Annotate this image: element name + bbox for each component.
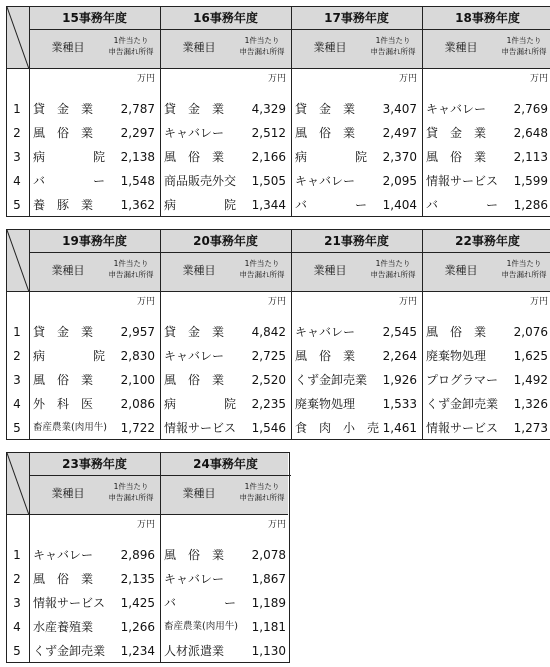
income-value: 1,492	[513, 373, 548, 387]
year-heading: 20事務年度	[193, 234, 258, 248]
category-label: 業種目	[313, 264, 347, 277]
unit-label: 万円	[136, 297, 155, 307]
industry-name: 貸 金 業	[164, 102, 225, 116]
column-divider	[29, 230, 30, 439]
industry-name: 廃棄物処理	[426, 349, 487, 363]
rank-number: 1	[13, 102, 21, 116]
year-underline	[160, 252, 291, 253]
industry-name: キャバレー	[295, 325, 356, 339]
income-value: 2,264	[382, 349, 417, 363]
income-value: 1,404	[382, 198, 417, 212]
income-value: 2,896	[120, 548, 155, 562]
rank-number: 1	[13, 325, 21, 339]
industry-name: 商品販売外交	[164, 174, 237, 188]
column-divider	[291, 230, 292, 439]
industry-name: 貸 金 業	[33, 102, 94, 116]
industry-name: 人材派遣業	[164, 644, 225, 658]
column-divider	[160, 7, 161, 216]
rank-number: 5	[13, 421, 21, 435]
category-label: 業種目	[444, 264, 478, 277]
income-value: 1,533	[382, 397, 417, 411]
per-case-label: 1件当たり	[113, 482, 149, 491]
category-label: 業種目	[313, 41, 347, 54]
industry-name: 風 俗 業	[295, 349, 356, 363]
industry-name: バ ー	[426, 198, 499, 212]
category-label: 業種目	[182, 41, 216, 54]
industry-name: 風 俗 業	[426, 150, 487, 164]
income-value: 2,297	[120, 126, 155, 140]
industry-name: キャバレー	[164, 349, 225, 363]
income-value: 1,461	[382, 421, 417, 435]
industry-name: キャバレー	[164, 126, 225, 140]
income-value: 2,095	[382, 174, 417, 188]
year-underline	[422, 252, 550, 253]
income-value: 2,370	[382, 150, 417, 164]
income-value: 2,957	[120, 325, 155, 339]
per-case-label: 申告漏れ所得	[108, 47, 154, 56]
per-case-label: 申告漏れ所得	[501, 47, 547, 56]
industry-name: 病 院	[164, 198, 237, 212]
column-divider	[422, 230, 423, 439]
income-value: 1,548	[120, 174, 155, 188]
income-value: 1,130	[251, 644, 286, 658]
column-divider	[29, 453, 30, 662]
industry-name: 廃棄物処理	[295, 397, 356, 411]
per-case-label: 1件当たり	[506, 259, 542, 268]
industry-name: 病 院	[33, 349, 106, 363]
industry-name: くず金卸売業	[295, 373, 368, 387]
income-value: 2,648	[513, 126, 548, 140]
column-divider	[291, 7, 292, 216]
income-value: 1,926	[382, 373, 417, 387]
industry-name: 風 俗 業	[33, 126, 94, 140]
industry-name: 病 院	[33, 150, 106, 164]
unit-label: 万円	[136, 74, 155, 84]
income-value: 2,497	[382, 126, 417, 140]
income-value: 1,722	[120, 421, 155, 435]
per-case-label: 1件当たり	[244, 482, 280, 491]
income-value: 1,867	[251, 572, 286, 586]
category-label: 業種目	[182, 487, 216, 500]
corner-diagonal	[7, 453, 29, 515]
year-underline	[422, 29, 550, 30]
industry-name: 情報サービス	[33, 596, 106, 610]
rank-number: 2	[13, 349, 21, 363]
industry-name: くず金卸売業	[33, 644, 106, 658]
year-heading: 24事務年度	[193, 457, 258, 471]
income-value: 1,234	[120, 644, 155, 658]
per-case-label: 申告漏れ所得	[370, 270, 416, 279]
industry-name: 食 肉 小 売	[295, 421, 380, 435]
income-value: 2,830	[120, 349, 155, 363]
industry-name: 風 俗 業	[164, 548, 225, 562]
income-value: 1,362	[120, 198, 155, 212]
rank-number: 1	[13, 548, 21, 562]
income-value: 1,425	[120, 596, 155, 610]
industry-name: 風 俗 業	[33, 572, 94, 586]
industry-name: 貸 金 業	[164, 325, 225, 339]
per-case-label: 申告漏れ所得	[370, 47, 416, 56]
category-label: 業種目	[51, 41, 85, 54]
industry-name: バ ー	[164, 596, 237, 610]
income-value: 1,181	[251, 620, 286, 634]
rank-number: 3	[13, 596, 21, 610]
year-heading: 21事務年度	[324, 234, 389, 248]
industry-name: プログラマー	[426, 373, 499, 387]
per-case-label: 1件当たり	[113, 36, 149, 45]
industry-name: 病 院	[295, 150, 368, 164]
income-value: 2,787	[120, 102, 155, 116]
year-heading: 23事務年度	[62, 457, 127, 471]
industry-name: 貸 金 業	[426, 126, 487, 140]
income-value: 2,512	[251, 126, 286, 140]
unit-label: 万円	[398, 74, 417, 84]
column-divider	[422, 7, 423, 216]
industry-name: 風 俗 業	[164, 150, 225, 164]
year-underline	[29, 475, 160, 476]
year-heading: 15事務年度	[62, 11, 127, 25]
industry-name: キャバレー	[164, 572, 225, 586]
industry-name: バ ー	[295, 198, 368, 212]
income-value: 4,842	[251, 325, 286, 339]
year-heading: 22事務年度	[455, 234, 520, 248]
industry-name: バ ー	[33, 174, 106, 188]
income-value: 2,100	[120, 373, 155, 387]
year-heading: 19事務年度	[62, 234, 127, 248]
industry-name: 情報サービス	[426, 421, 499, 435]
per-case-label: 1件当たり	[375, 259, 411, 268]
unit-label: 万円	[267, 74, 286, 84]
per-case-label: 申告漏れ所得	[108, 270, 154, 279]
industry-name: 情報サービス	[164, 421, 237, 435]
industry-name: 畜産農業(肉用牛)	[33, 422, 107, 433]
corner-diagonal	[7, 230, 29, 292]
rank-number: 3	[13, 150, 21, 164]
unit-label: 万円	[529, 74, 548, 84]
industry-name: 水産養殖業	[33, 620, 94, 634]
income-value: 2,086	[120, 397, 155, 411]
income-value: 2,520	[251, 373, 286, 387]
income-value: 1,546	[251, 421, 286, 435]
rank-number: 2	[13, 572, 21, 586]
rank-number: 2	[13, 126, 21, 140]
unit-label: 万円	[136, 520, 155, 530]
industry-name: くず金卸売業	[426, 397, 499, 411]
industry-name: 風 俗 業	[295, 126, 356, 140]
unit-label: 万円	[267, 520, 286, 530]
year-heading: 16事務年度	[193, 11, 258, 25]
income-value: 2,725	[251, 349, 286, 363]
column-divider	[160, 230, 161, 439]
industry-name: 養 豚 業	[33, 198, 94, 212]
industry-name: キャバレー	[33, 548, 94, 562]
year-underline	[29, 29, 160, 30]
income-value: 2,545	[382, 325, 417, 339]
rank-number: 3	[13, 373, 21, 387]
industry-name: キャバレー	[295, 174, 356, 188]
ranking-table	[6, 6, 550, 217]
income-value: 1,266	[120, 620, 155, 634]
rank-number: 4	[13, 620, 21, 634]
category-label: 業種目	[51, 264, 85, 277]
column-divider	[160, 453, 161, 662]
income-value: 1,599	[513, 174, 548, 188]
income-value: 1,625	[513, 349, 548, 363]
category-label: 業種目	[51, 487, 85, 500]
income-value: 3,407	[382, 102, 417, 116]
income-value: 2,076	[513, 325, 548, 339]
income-value: 1,273	[513, 421, 548, 435]
per-case-label: 1件当たり	[506, 36, 542, 45]
year-underline	[291, 252, 422, 253]
year-heading: 18事務年度	[455, 11, 520, 25]
income-value: 1,326	[513, 397, 548, 411]
industry-name: 外 科 医	[33, 397, 94, 411]
ranking-table	[6, 452, 290, 663]
industry-name: 風 俗 業	[426, 325, 487, 339]
column-divider	[29, 7, 30, 216]
per-case-label: 申告漏れ所得	[108, 493, 154, 502]
rank-number: 4	[13, 174, 21, 188]
income-value: 1,286	[513, 198, 548, 212]
income-value: 2,235	[251, 397, 286, 411]
rank-number: 5	[13, 198, 21, 212]
rank-number: 4	[13, 397, 21, 411]
income-value: 2,138	[120, 150, 155, 164]
per-case-label: 1件当たり	[375, 36, 411, 45]
year-underline	[160, 29, 291, 30]
per-case-label: 1件当たり	[244, 36, 280, 45]
income-value: 2,078	[251, 548, 286, 562]
industry-name: 病 院	[164, 397, 237, 411]
year-heading: 17事務年度	[324, 11, 389, 25]
income-value: 1,344	[251, 198, 286, 212]
per-case-label: 1件当たり	[113, 259, 149, 268]
income-value: 2,166	[251, 150, 286, 164]
income-value: 1,505	[251, 174, 286, 188]
category-label: 業種目	[444, 41, 478, 54]
unit-label: 万円	[267, 297, 286, 307]
income-value: 2,769	[513, 102, 548, 116]
year-underline	[29, 252, 160, 253]
per-case-label: 1件当たり	[244, 259, 280, 268]
income-value: 2,113	[513, 150, 548, 164]
per-case-label: 申告漏れ所得	[239, 270, 285, 279]
industry-name: キャバレー	[426, 102, 487, 116]
unit-label: 万円	[529, 297, 548, 307]
industry-name: 風 俗 業	[33, 373, 94, 387]
corner-diagonal	[7, 7, 29, 69]
industry-name: 畜産農業(肉用牛)	[164, 621, 238, 632]
industry-name: 貸 金 業	[33, 325, 94, 339]
per-case-label: 申告漏れ所得	[501, 270, 547, 279]
income-value: 1,189	[251, 596, 286, 610]
income-value: 4,329	[251, 102, 286, 116]
per-case-label: 申告漏れ所得	[239, 47, 285, 56]
rank-number: 5	[13, 644, 21, 658]
category-label: 業種目	[182, 264, 216, 277]
income-value: 2,135	[120, 572, 155, 586]
unit-label: 万円	[398, 297, 417, 307]
ranking-table	[6, 229, 550, 440]
industry-name: 風 俗 業	[164, 373, 225, 387]
per-case-label: 申告漏れ所得	[239, 493, 285, 502]
industry-name: 貸 金 業	[295, 102, 356, 116]
year-underline	[160, 475, 291, 476]
year-underline	[291, 29, 422, 30]
industry-name: 情報サービス	[426, 174, 499, 188]
